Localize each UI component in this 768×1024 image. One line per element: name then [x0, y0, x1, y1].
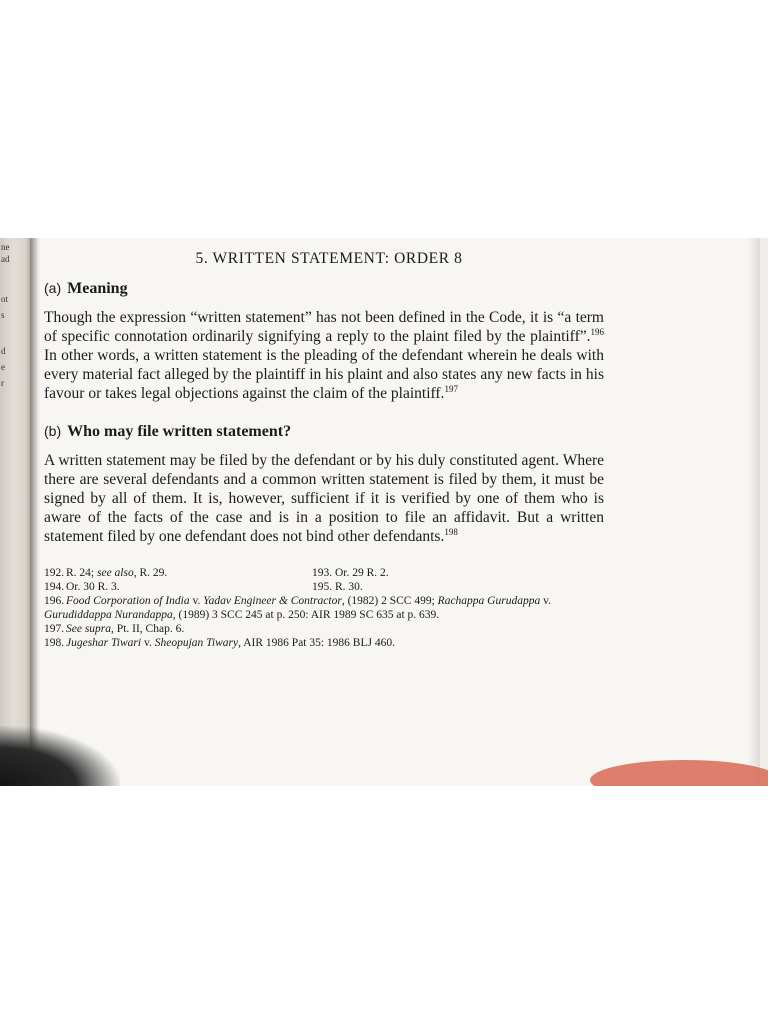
spine-text: ne	[1, 242, 10, 252]
section-a-heading	[44, 280, 604, 298]
footnote-192: 192. R. 24; see also, R. 29.	[44, 567, 168, 579]
page-heading: 5. WRITTEN STATEMENT: ORDER 8	[195, 250, 463, 267]
footnote-193: 193. Or. 29 R. 2.	[312, 567, 389, 579]
page-content	[44, 250, 604, 650]
spine-text: r	[1, 378, 4, 388]
page-right-edge	[748, 238, 760, 786]
spine-text: d	[1, 346, 6, 356]
section-a-text-2: In other words, a written statement is the pleading of the defendant wherein he deals with every material fact alleged by the plaintiff in his plaint and also states any new facts in his favour or takes legal objections against the claim of the plaintiff.	[44, 347, 604, 402]
page-edge-shadow	[30, 238, 38, 786]
footnote-197: 197. See supra, Pt. II, Chap. 6.	[44, 623, 185, 635]
footnote-196: 196. Food Corporation of India v. Yadav Engineer & Contractor, (1982) 2 SCC 499; Rachappa Gurudappa v. Gurudiddappa Nurandappa, (1989) 3 SCC 245 at p. 250: AIR 1989 SC 635 at p. 639.	[44, 595, 551, 621]
section-a-label: (a)	[44, 280, 62, 296]
book-spine	[0, 238, 34, 786]
footnote-ref: 198	[444, 526, 458, 537]
spine-text: ot	[1, 294, 9, 304]
footnote-194: 194. Or. 30 R. 3.	[44, 581, 120, 593]
footnote-195: 195. R. 30.	[312, 581, 363, 593]
footnote-ref: 196	[590, 326, 604, 337]
section-a-paragraph	[44, 308, 604, 403]
footnote-ref: 197	[444, 383, 458, 394]
section-b-paragraph	[44, 451, 604, 546]
footnote-row	[44, 566, 604, 580]
section-a-title: Meaning	[67, 280, 128, 297]
shadow-corner	[0, 726, 120, 786]
book-photo	[0, 238, 768, 786]
spine-text: e	[1, 362, 5, 372]
section-b-heading	[44, 423, 604, 441]
spine-text: ad	[1, 254, 10, 264]
section-b-label: (b)	[44, 423, 62, 439]
footnote-row	[44, 580, 604, 594]
spine-text: s	[1, 310, 5, 320]
book-page	[40, 238, 760, 786]
footnotes	[44, 566, 604, 650]
section-b-title: Who may file written statement?	[67, 423, 292, 440]
footnote-198: 198. Jugeshar Tiwari v. Sheopujan Tiwary, AIR 1986 Pat 35: 1986 BLJ 460.	[44, 637, 395, 649]
section-b-text: A written statement may be filed by the defendant or by his duly constituted agent. Where there are several defendants and a common written statement is filed by them, it must be signed by all of them. It is, however, sufficient if it is verified by one of them who is aware of the facts of the case and is in a position to file an affidavit. But a written statement filed by one defendant does not bind other defendants.	[44, 452, 604, 545]
section-a-text-1: Though the expression “written statement” has not been defined in the Code, it is “a term of specific connotation ordinarily signifying a reply to the plaint filed by the plaintiff”.	[44, 309, 604, 345]
